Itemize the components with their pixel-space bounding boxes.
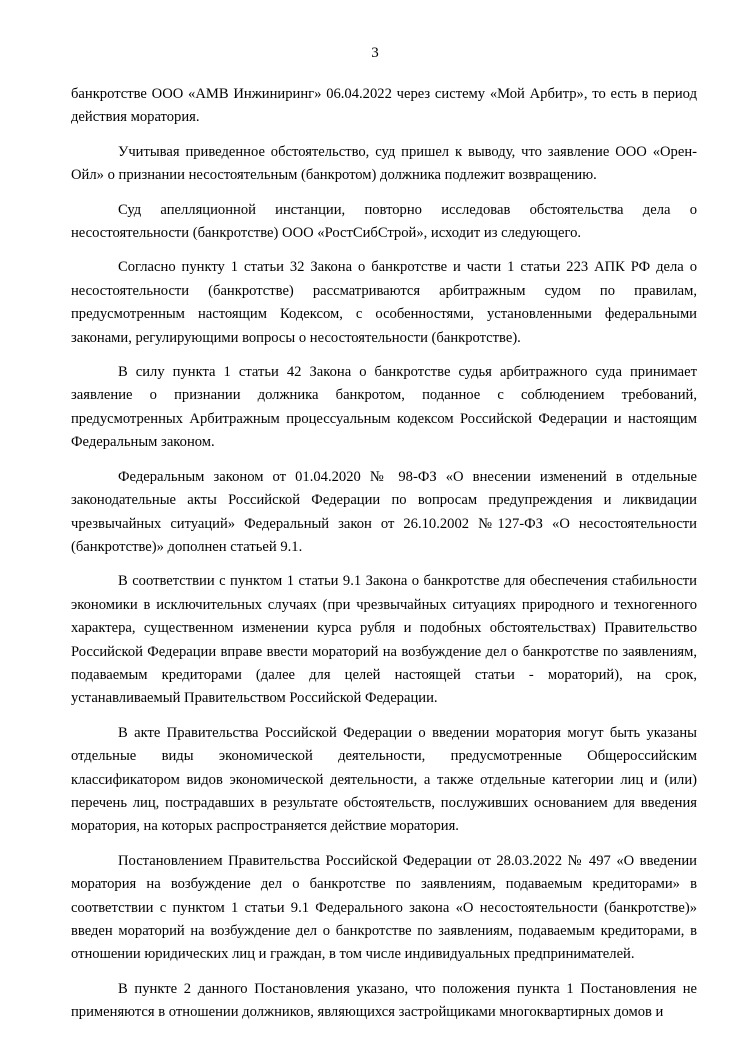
- paragraph-truncated: В пункте 2 данного Постановления указано, что положения пункта 1 Постановления не применяются в отношении должников, являющихся застройщиками многоквартирных домов и: [71, 980, 697, 1021]
- page-number: 3: [371, 45, 379, 61]
- paragraph: Суд апелляционной инстанции, повторно исследовав обстоятельства дела о несостоятельности (банкротстве) ООО «РостСибСтрой», исходит из следующего.: [71, 201, 697, 242]
- paragraph: Постановлением Правительства Российской Федерации от 28.03.2022 № 497 «О введении моратория на возбуждение дел о банкротстве по заявлениям, подаваемым кредиторами» в соответствии с пунктом 1 статьи 9.1 Федерального закона «О несостоятельности (банкротстве)» введен мораторий на возбуждение дел о банкротстве по заявлениям, подаваемым кредиторами, в отношении юридических лиц и граждан, в том числе индивидуальных предпринимателей.: [71, 852, 697, 963]
- paragraph: Федеральным законом от 01.04.2020 № 98-ФЗ «О внесении изменений в отдельные законодательные акты Российской Федерации по вопросам предупреждения и ликвидации чрезвычайных ситуаций» Федеральный закон от 26.10.2002 №127-ФЗ «О несостоятельности (банкротстве)» дополнен статьей 9.1.: [71, 468, 697, 555]
- paragraph: Согласно пункту 1 статьи 32 Закона о банкротстве и части 1 статьи 223 АПК РФ дела о несостоятельности (банкротстве) рассматриваются арбитражным судом по правилам, предусмотренным настоящим Кодексом, с особенностями, установленными федеральными законами, регулирующими вопросы о несостоятельности (банкротстве).: [71, 259, 697, 346]
- paragraph: В акте Правительства Российской Федерации о введении моратория могут быть указаны отдельные виды экономической деятельности, предусмотренные Общероссийским классификатором видов экономической деятельности, а также отдельные категории лиц и (или) перечень лиц, пострадавших в результате обстоятельств, послуживших основанием для введения моратория, на которых распространяется действие моратория.: [71, 724, 697, 835]
- paragraph: В силу пункта 1 статьи 42 Закона о банкротстве судья арбитражного суда принимает заявление о признании должника банкротом, поданное с соблюдением требований, предусмотренных Арбитражным процессуальным кодексом Российской Федерации и настоящим Федеральным законом.: [71, 364, 697, 451]
- paragraph-continuation: банкротстве ООО «АМВ Инжиниринг» 06.04.2022 через систему «Мой Арбитр», то есть в период действия моратория.: [71, 86, 697, 126]
- document-body: [71, 83, 697, 1025]
- paragraph: В соответствии с пунктом 1 статьи 9.1 Закона о банкротстве для обеспечения стабильности экономики в исключительных случаях (при чрезвычайных ситуациях природного и техногенного характера, существенном изменении курса рубля и подобных обстоятельствах) Правительство Российской Федерации вправе ввести мораторий на возбуждение дел о банкротстве по заявлениям, подаваемым кредиторами (далее для целей настоящей статьи - мораторий), на срок, устанавливаемый Правительством Российской Федерации.: [71, 573, 697, 707]
- paragraph: Учитывая приведенное обстоятельство, суд пришел к выводу, что заявление ООО «Орен-Ойл» о признании несостоятельным (банкротом) должника подлежит возвращению.: [71, 143, 697, 184]
